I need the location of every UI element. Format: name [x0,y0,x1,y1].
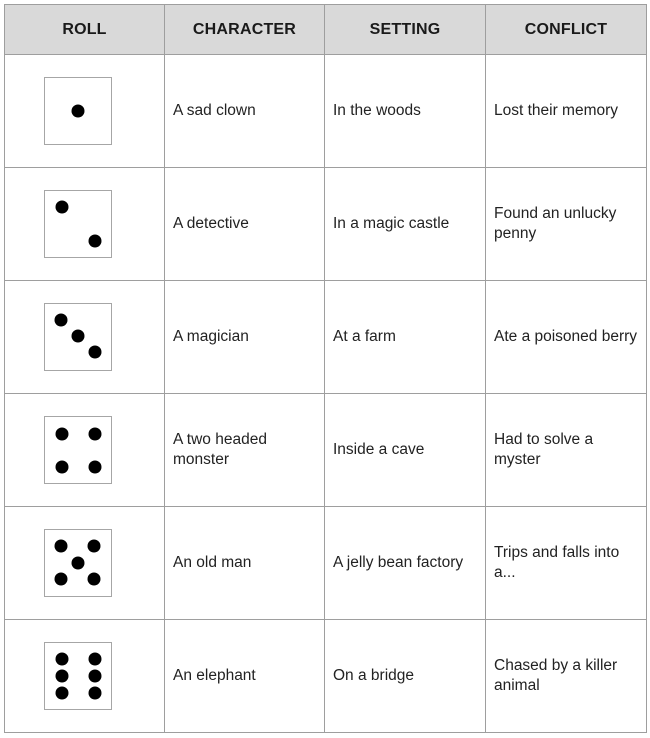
setting-cell: Inside a cave [325,394,486,507]
die-face-5-icon [44,529,112,597]
setting-cell: In the woods [325,55,486,168]
roll-column-header: ROLL [5,5,165,55]
table-row [5,168,647,281]
conflict-cell: Found an unlucky penny [486,168,647,281]
setting-cell: A jelly bean factory [325,507,486,620]
die-face-1-icon [44,77,112,145]
conflict-cell: Trips and falls into a... [486,507,647,620]
setting-column-header: SETTING [325,5,486,55]
table-row [5,507,647,620]
character-cell: A sad clown [165,55,325,168]
die-face-6-icon [44,642,112,710]
roll-cell [5,55,165,168]
conflict-cell: Had to solve a myster [486,394,647,507]
roll-cell [5,507,165,620]
character-cell: A magician [165,281,325,394]
conflict-column-header: CONFLICT [486,5,647,55]
roll-cell [5,394,165,507]
conflict-cell: Chased by a killer animal [486,620,647,733]
character-cell: An elephant [165,620,325,733]
roll-cell [5,168,165,281]
setting-cell: In a magic castle [325,168,486,281]
table-row [5,394,647,507]
roll-cell [5,281,165,394]
conflict-cell: Lost their memory [486,55,647,168]
die-face-2-icon [44,190,112,258]
die-face-4-icon [44,416,112,484]
table-row [5,55,647,168]
character-cell: A detective [165,168,325,281]
table-row [5,620,647,733]
setting-cell: At a farm [325,281,486,394]
header-row [5,5,647,55]
setting-cell: On a bridge [325,620,486,733]
character-cell: An old man [165,507,325,620]
conflict-cell: Ate a poisoned berry [486,281,647,394]
roll-cell [5,620,165,733]
character-cell: A two headed monster [165,394,325,507]
table-row [5,281,647,394]
story-generator-table [4,4,647,733]
character-column-header: CHARACTER [165,5,325,55]
die-face-3-icon [44,303,112,371]
